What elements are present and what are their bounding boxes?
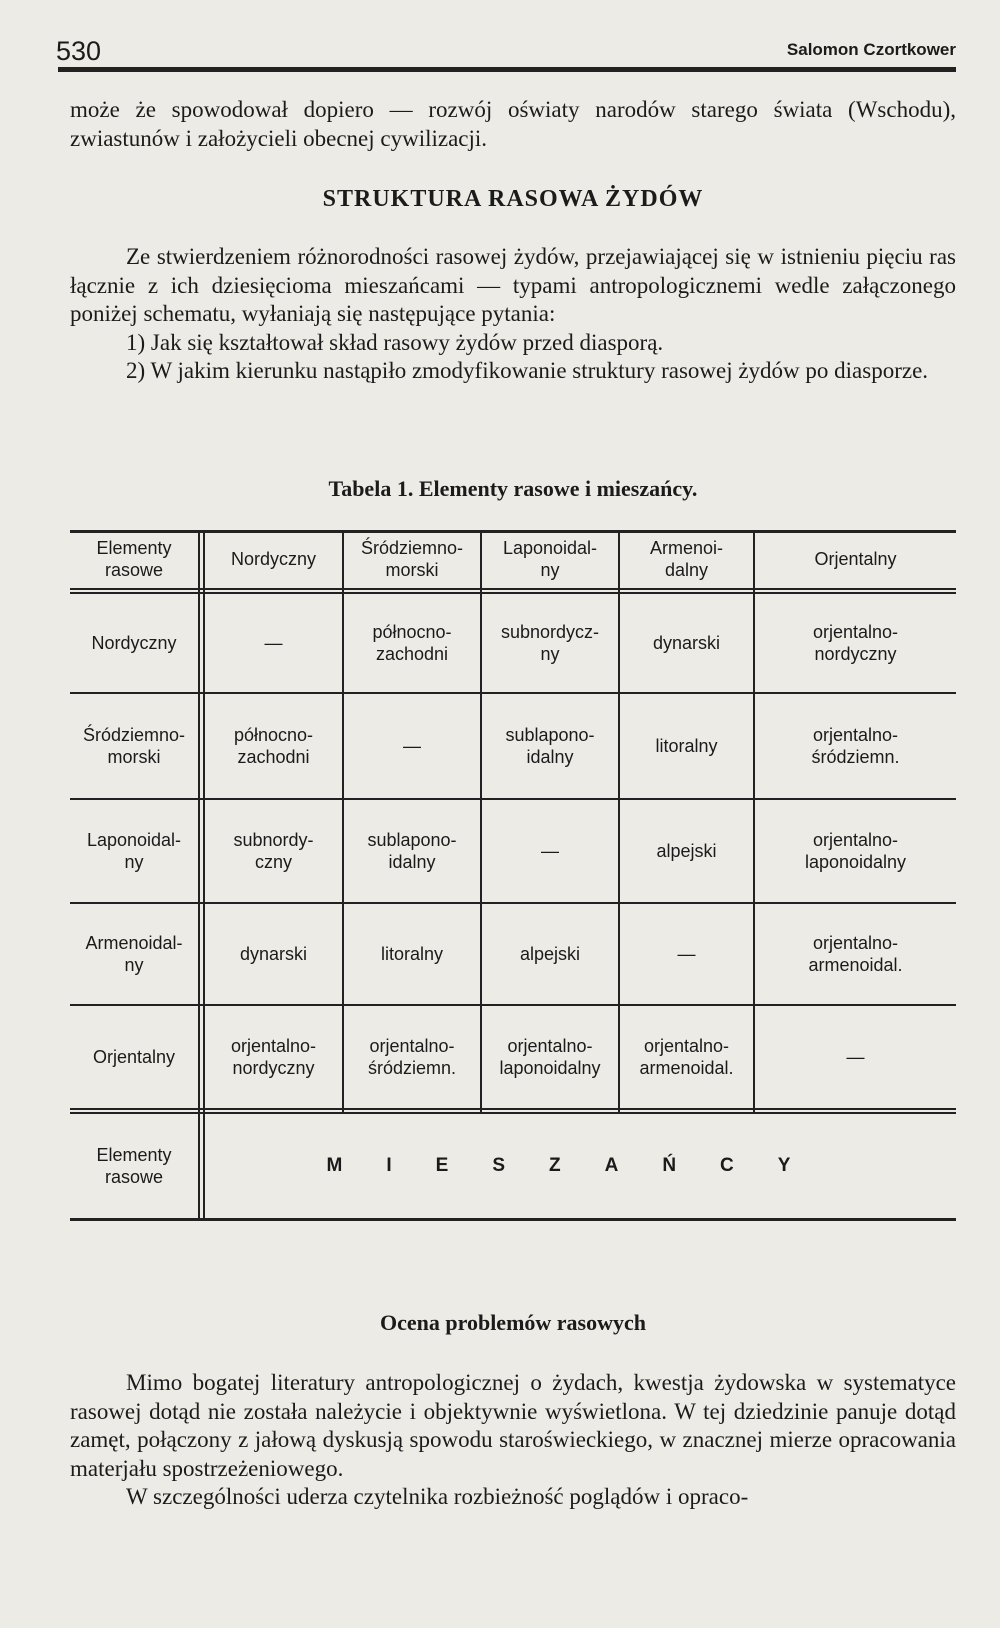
section2-body xyxy=(70,1369,956,1512)
table-cell: orjentalno- śródziemn. xyxy=(367,1036,457,1078)
table-cell: dynarski xyxy=(652,633,721,653)
header-rule xyxy=(58,67,956,72)
intro-text: może że spowodował dopiero — rozwój oświaty narodów starego świata (Wschodu), zwiastunów i założycieli obecnej cywilizacji. xyxy=(70,97,956,151)
column-header: Orjentalny xyxy=(814,549,897,569)
table-cell: litoralny xyxy=(655,736,718,756)
table-cell: orjentalno- śródziemn. xyxy=(811,725,900,767)
table-cell: — xyxy=(264,633,283,653)
row-label: Armenoidal- ny xyxy=(85,933,183,975)
page-header xyxy=(56,36,956,66)
section1-paragraph: Ze stwierdzeniem różnorodności rasowej żydów, przejawiającej się w istnieniu pięciu ras łącznie z ich dziesięcioma mieszańcami — typami antropologicznemi wedle załączonego poniżej schematu, wyłaniają się następujące pytania: xyxy=(70,244,956,326)
column-header: Nordyczny xyxy=(230,549,317,569)
table-cell: — xyxy=(677,944,696,964)
row-label: Orjentalny xyxy=(92,1047,176,1067)
table-footer-mieszancy: MIESZAŃCY xyxy=(326,1155,835,1176)
table-cell: dynarski xyxy=(239,944,308,964)
section2-paragraph-2: W szczególności uderza czytelnika rozbieżność poglądów i opraco- xyxy=(126,1484,749,1509)
table-footer-label: Elementy rasowe xyxy=(96,1145,172,1187)
table-cell: orjentalno- armenoidal. xyxy=(639,1036,734,1078)
row-label: Laponoidal- ny xyxy=(86,830,182,872)
table-cell: alpejski xyxy=(519,944,581,964)
race-table xyxy=(70,530,956,1270)
table-cell: orjentalno- laponoidalny xyxy=(804,830,907,872)
table-cell: sublapono- idalny xyxy=(367,830,457,872)
table-cell: orjentalno- laponoidalny xyxy=(499,1036,601,1078)
section1-body xyxy=(70,243,956,386)
column-header: Śródziemno- morski xyxy=(360,538,464,580)
column-header: Laponoidal- ny xyxy=(502,538,598,580)
table-cell: subnordy- czny xyxy=(233,830,314,872)
table-cell: alpejski xyxy=(656,841,717,861)
page-number: 530 xyxy=(56,36,102,66)
intro-paragraph xyxy=(70,96,956,153)
table-cell: — xyxy=(846,1047,865,1067)
row-label: Śródziemno- morski xyxy=(82,725,186,767)
table-cell: — xyxy=(541,841,559,861)
question-1: 1) Jak się kształtował skład rasowy żydów przed diasporą. xyxy=(126,329,664,355)
running-head: Salomon Czortkower xyxy=(786,40,956,59)
column-header: Armenoi- dalny xyxy=(649,538,724,580)
table-cell: orjentalno- armenoidal. xyxy=(808,933,903,975)
table-cell: północno- zachodni xyxy=(233,725,314,767)
table-cell: — xyxy=(403,736,421,756)
question-2: 2) W jakim kierunku nastąpiło zmodyfikowanie struktury rasowej żydów po diasporze. xyxy=(126,358,929,383)
table-cell: subnordycz- ny xyxy=(500,622,600,664)
table-cell: sublapono- idalny xyxy=(505,725,595,767)
section2-paragraph-1: Mimo bogatej literatury antropologicznej o żydach, kwestja żydowska w systematyce rasowej dotąd nie została należycie i objektywnie wyświetlona. W tej dziedzinie panuje dotąd zamęt, połączony z jałową dyskusją spowodu staroświeckiego, w znacznej mierze opracowania materjału spostrzeżeniowego. xyxy=(70,1370,956,1481)
section-heading-ocena: Ocena problemów rasowych xyxy=(379,1310,647,1335)
table-cell: północno- zachodni xyxy=(372,622,452,664)
section-heading-struktura: STRUKTURA RASOWA ŻYDÓW xyxy=(322,186,704,212)
table-corner-header: Elementy rasowe xyxy=(96,538,172,580)
table-cell: litoralny xyxy=(380,944,444,964)
row-label: Nordyczny xyxy=(91,633,177,653)
table-title: Tabela 1. Elementy rasowe i mieszańcy. xyxy=(328,476,698,501)
table-cell: orjentalno- nordyczny xyxy=(230,1036,317,1078)
table-col-rule-1 xyxy=(198,530,200,1220)
table-cell: orjentalno- nordyczny xyxy=(812,622,899,664)
